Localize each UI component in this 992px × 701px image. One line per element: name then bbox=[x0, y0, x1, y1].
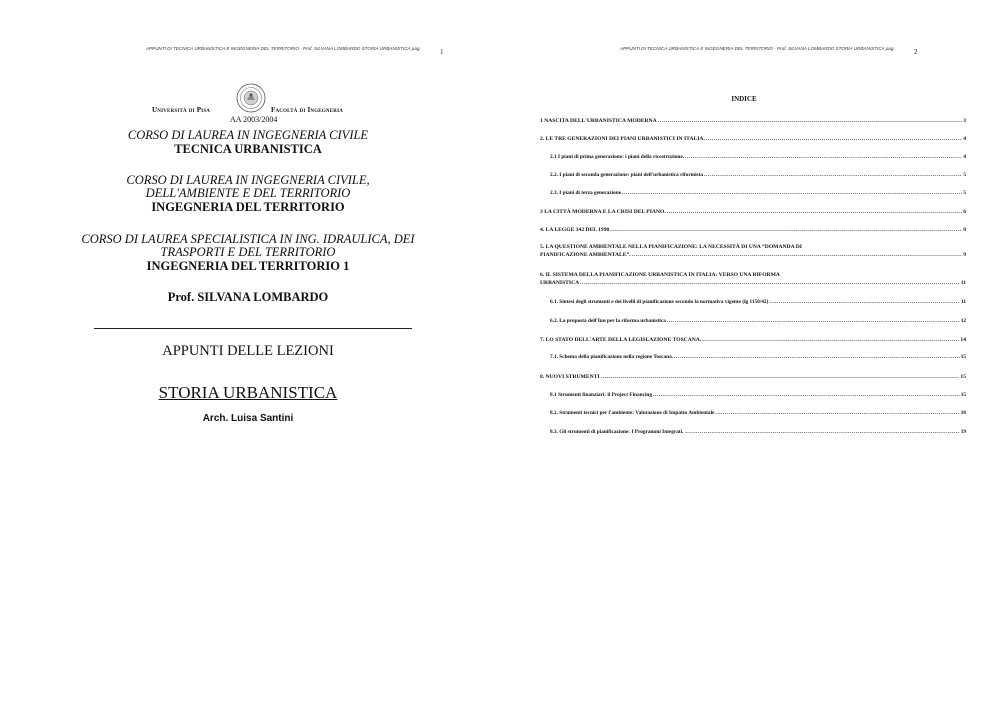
index-title: INDICE bbox=[731, 95, 757, 103]
toc-page-number: 15 bbox=[960, 354, 966, 360]
course-block-1 bbox=[0, 129, 496, 156]
toc-leader-dots bbox=[658, 118, 963, 126]
toc-leader-dots bbox=[685, 429, 960, 437]
toc-entry[interactable] bbox=[540, 136, 966, 144]
toc-leader-dots bbox=[715, 410, 959, 418]
toc-entry-label: 2. LE TRE GENERAZIONI DEI PIANI URBANISTICI IN ITALIA. bbox=[540, 136, 705, 142]
course-title: CORSO DI LAUREA IN INGEGNERIA CIVILE, bbox=[126, 173, 370, 187]
toc-page-number: 5 bbox=[963, 172, 966, 178]
toc-page-number: 9 bbox=[963, 251, 966, 258]
university-seal-icon bbox=[236, 83, 266, 113]
author-name: Arch. Luisa Santini bbox=[202, 413, 294, 424]
toc-page-number: 12 bbox=[960, 318, 966, 324]
toc-entry[interactable] bbox=[540, 337, 966, 345]
course-subject: TECNICA URBANISTICA bbox=[174, 142, 322, 156]
toc-entry-label: 3 LA CITTÀ MODERNA E LA CRISI DEL PIANO. bbox=[540, 209, 666, 215]
toc-subentry[interactable] bbox=[550, 318, 966, 326]
notes-title: APPUNTI DELLE LEZIONI bbox=[162, 343, 334, 359]
toc-entry-label: 8.2. Strumenti tecnici per l'ambiente: Valutazione di Impatto Ambientale bbox=[550, 410, 715, 416]
toc-entry-label: 7.1. Schema della pianificazione nella regione Toscana. bbox=[550, 354, 674, 360]
toc-page-number: 14 bbox=[960, 337, 966, 343]
toc-page-number: 4 bbox=[963, 136, 966, 142]
toc-page-number: 4 bbox=[963, 154, 966, 160]
toc-page-number: 11 bbox=[960, 299, 966, 305]
toc-leader-dots bbox=[667, 318, 960, 326]
toc-page-number: 19 bbox=[960, 429, 966, 435]
toc-entry-label: 2.3. I piani di terza generazione bbox=[550, 190, 622, 196]
toc-subentry[interactable] bbox=[550, 392, 966, 400]
toc-page-number: 11 bbox=[960, 279, 966, 286]
toc-entry-label: 2.2. I piani di seconda generazione: piani dell'urbanistica riformista bbox=[550, 172, 704, 178]
toc-leader-dots bbox=[685, 154, 962, 162]
course-title-cont: TRASPORTI E DEL TERRITORIO bbox=[160, 245, 336, 259]
toc-subentry[interactable] bbox=[550, 190, 966, 198]
toc-leader-dots bbox=[632, 252, 963, 260]
toc-page-number: 15 bbox=[960, 374, 966, 380]
toc-subentry[interactable] bbox=[550, 410, 966, 418]
toc-page-number: 16 bbox=[960, 410, 966, 416]
toc-leader-dots bbox=[580, 280, 960, 288]
professor-name: Prof. SILVANA LOMBARDO bbox=[167, 290, 329, 304]
page-number: 1 bbox=[440, 48, 444, 56]
toc-entry[interactable] bbox=[540, 244, 966, 259]
toc-entry-label: 1 NASCITA DELL'URBANISTICA MODERNA bbox=[540, 118, 657, 124]
toc-subentry[interactable] bbox=[550, 154, 966, 162]
toc-entry[interactable] bbox=[540, 272, 966, 287]
page-2 bbox=[496, 0, 992, 701]
course-block-2 bbox=[0, 174, 496, 214]
toc-page-number: 15 bbox=[960, 392, 966, 398]
toc-leader-dots bbox=[610, 227, 962, 235]
toc-entry-label: 8.3. Gli strumenti di pianificazione: I Programmi Integrati. bbox=[550, 429, 684, 435]
toc-entry-label: 5. LA QUESTIONE AMBIENTALE NELLA PIANIFICAZIONE: LA NECESSITÀ DI UNA “DOMANDA DI bbox=[540, 244, 802, 250]
toc-entry[interactable] bbox=[540, 118, 966, 126]
divider bbox=[94, 328, 412, 329]
toc-entry-label: 8.1 Strumenti finanziari: il Project Financing bbox=[550, 392, 653, 398]
toc-entry-label: 6. IL SISTEMA DELLA PIANIFICAZIONE URBANISTICA IN ITALIA: VERSO UNA RIFORMA bbox=[540, 272, 780, 278]
toc-entry-label: URBANISTICA bbox=[540, 279, 580, 286]
toc-entry-label: 6.1. Sintesi degli strumenti e dei livelli di pianificazione secondo la normativa vigente (lg 1150/42) bbox=[550, 299, 769, 305]
toc-subentry[interactable] bbox=[550, 172, 966, 180]
course-title: CORSO DI LAUREA IN INGEGNERIA CIVILE bbox=[127, 128, 369, 142]
toc-leader-dots bbox=[706, 136, 962, 144]
toc-subentry[interactable] bbox=[550, 299, 966, 307]
toc-entry-label: 4. LA LEGGE 142 DEL 1990 bbox=[540, 227, 610, 233]
toc-entry-label: 7. LO STATO DELL'ARTE DELLA LEGISLAZIONE TOSCANA. bbox=[540, 337, 702, 343]
toc-leader-dots bbox=[653, 392, 960, 400]
running-head: APPUNTI DI TECNICA URBANISTICA E INGEGNERIA DEL TERRITORIO - Prof. SILVANA LOMBARDO STORIA URBANISTICA pag. bbox=[620, 46, 895, 51]
page-number: 2 bbox=[914, 48, 918, 56]
document-title: STORIA URBANISTICA bbox=[158, 383, 338, 402]
toc-page-number: 6 bbox=[963, 209, 966, 215]
toc-leader-dots bbox=[704, 172, 962, 180]
toc-page-number: 5 bbox=[963, 190, 966, 196]
toc-entry[interactable] bbox=[540, 209, 966, 217]
university-name: Università di Pisa bbox=[152, 106, 211, 114]
running-head: APPUNTI DI TECNICA URBANISTICA E INGEGNERIA DEL TERRITORIO - Prof. SILVANA LOMBARDO STORIA URBANISTICA pag. bbox=[146, 46, 421, 51]
course-subject: INGEGNERIA DEL TERRITORIO bbox=[151, 200, 345, 214]
toc-leader-dots bbox=[667, 209, 962, 217]
course-block-3 bbox=[0, 233, 496, 273]
toc-entry-label: 8. NUOVI STRUMENTI bbox=[540, 374, 600, 380]
course-title-cont: DELL'AMBIENTE E DEL TERRITORIO bbox=[145, 186, 351, 200]
course-title: CORSO DI LAUREA SPECIALISTICA IN ING. IDRAULICA, DEI bbox=[81, 232, 415, 246]
academic-year: AA 2003/2004 bbox=[230, 115, 278, 124]
toc-leader-dots bbox=[622, 190, 962, 198]
toc-page-number: 3 bbox=[963, 118, 966, 124]
toc-leader-dots bbox=[601, 374, 960, 382]
toc-subentry[interactable] bbox=[550, 429, 966, 437]
toc-leader-dots bbox=[702, 337, 959, 345]
toc-entry[interactable] bbox=[540, 227, 966, 235]
toc-entry-label: 2.1 I piani di prima generazione: i piani della ricostruzione. bbox=[550, 154, 685, 160]
toc-leader-dots bbox=[674, 354, 960, 362]
toc-entry-label: PIANIFICAZIONE AMBIENTALE”. bbox=[540, 251, 631, 258]
toc-leader-dots bbox=[769, 299, 960, 307]
toc-entry[interactable] bbox=[540, 374, 966, 382]
faculty-name: Facoltà di Ingegneria bbox=[271, 106, 344, 114]
toc-entry-label: 6.2. La proposta dell'Inu per la riforma urbanistica bbox=[550, 318, 666, 324]
toc-page-number: 8 bbox=[963, 227, 966, 233]
course-subject: INGEGNERIA DEL TERRITORIO 1 bbox=[146, 259, 350, 273]
toc-subentry[interactable] bbox=[550, 354, 966, 362]
